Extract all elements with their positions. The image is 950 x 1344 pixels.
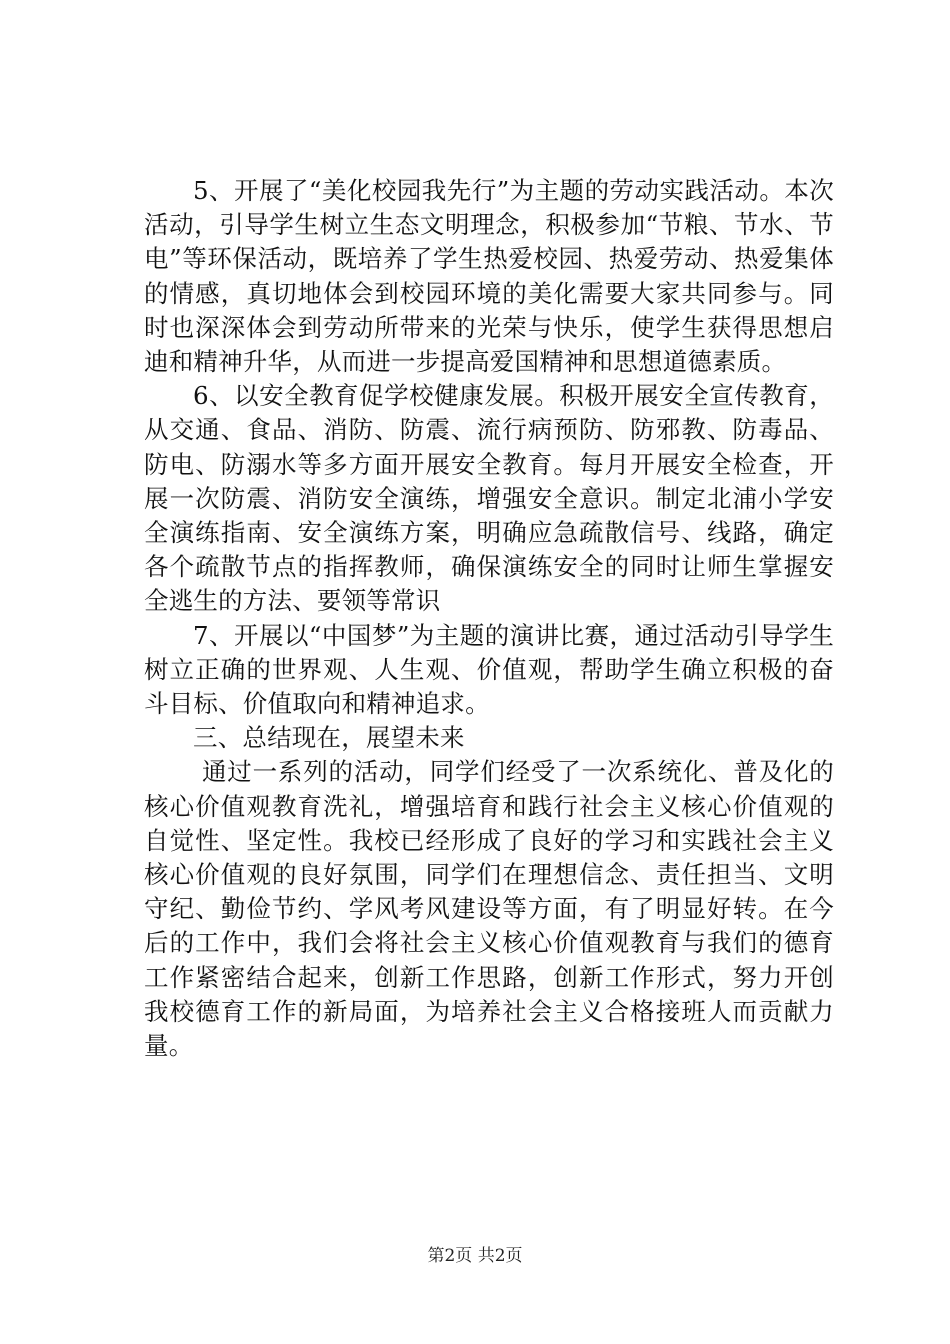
document-body — [144, 174, 834, 1063]
paragraph-item-6: 6、以安全教育促学校健康发展。积极开展安全宣传教育，从交通、食品、消防、防震、流行病预防、防邪教、防毒品、防电、防溺水等多方面开展安全教育。每月开展安全检查，开展一次防震、消防安全演练，增强安全意识。制定北浦小学安全演练指南、安全演练方案，明确应急疏散信号、线路，确定各个疏散节点的指挥教师，确保演练安全的同时让师生掌握安全逃生的方法、要领等常识 — [144, 381, 834, 616]
page-footer: 第2页 共2页 — [427, 1246, 523, 1266]
paragraph-conclusion: 通过一系列的活动，同学们经受了一次系统化、普及化的核心价值观教育洗礼，增强培育和践行社会主义核心价值观的自觉性、坚定性。我校已经形成了良好的学习和实践社会主义核心价值观的良好氛围，同学们在理想信念、责任担当、文明守纪、勤俭节约、学风考风建设等方面，有了明显好转。在今后的工作中，我们会将社会主义核心价值观教育与我们的德育工作紧密结合起来，创新工作思路，创新工作形式，努力开创我校德育工作的新局面，为培养社会主义合格接班人而贡献力量。 — [144, 757, 834, 1061]
paragraph-item-5: 5、开展了“美化校园我先行”为主题的劳动实践活动。本次活动，引导学生树立生态文明理念，积极参加“节粮、节水、节电”等环保活动，既培养了学生热爱校园、热爱劳动、热爱集体的情感，真切地体会到校园环境的美化需要大家共同参与。同时也深深体会到劳动所带来的光荣与快乐，使学生获得思想启迪和精神升华，从而进一步提高爱国精神和思想道德素质。 — [144, 176, 834, 377]
section-heading-summary: 三、总结现在，展望未来 — [193, 723, 465, 753]
paragraph-item-7: 7、开展以“中国梦”为主题的演讲比赛，通过活动引导学生树立正确的世界观、人生观、价值观，帮助学生确立积极的奋斗目标、价值取向和精神追求。 — [144, 620, 834, 719]
